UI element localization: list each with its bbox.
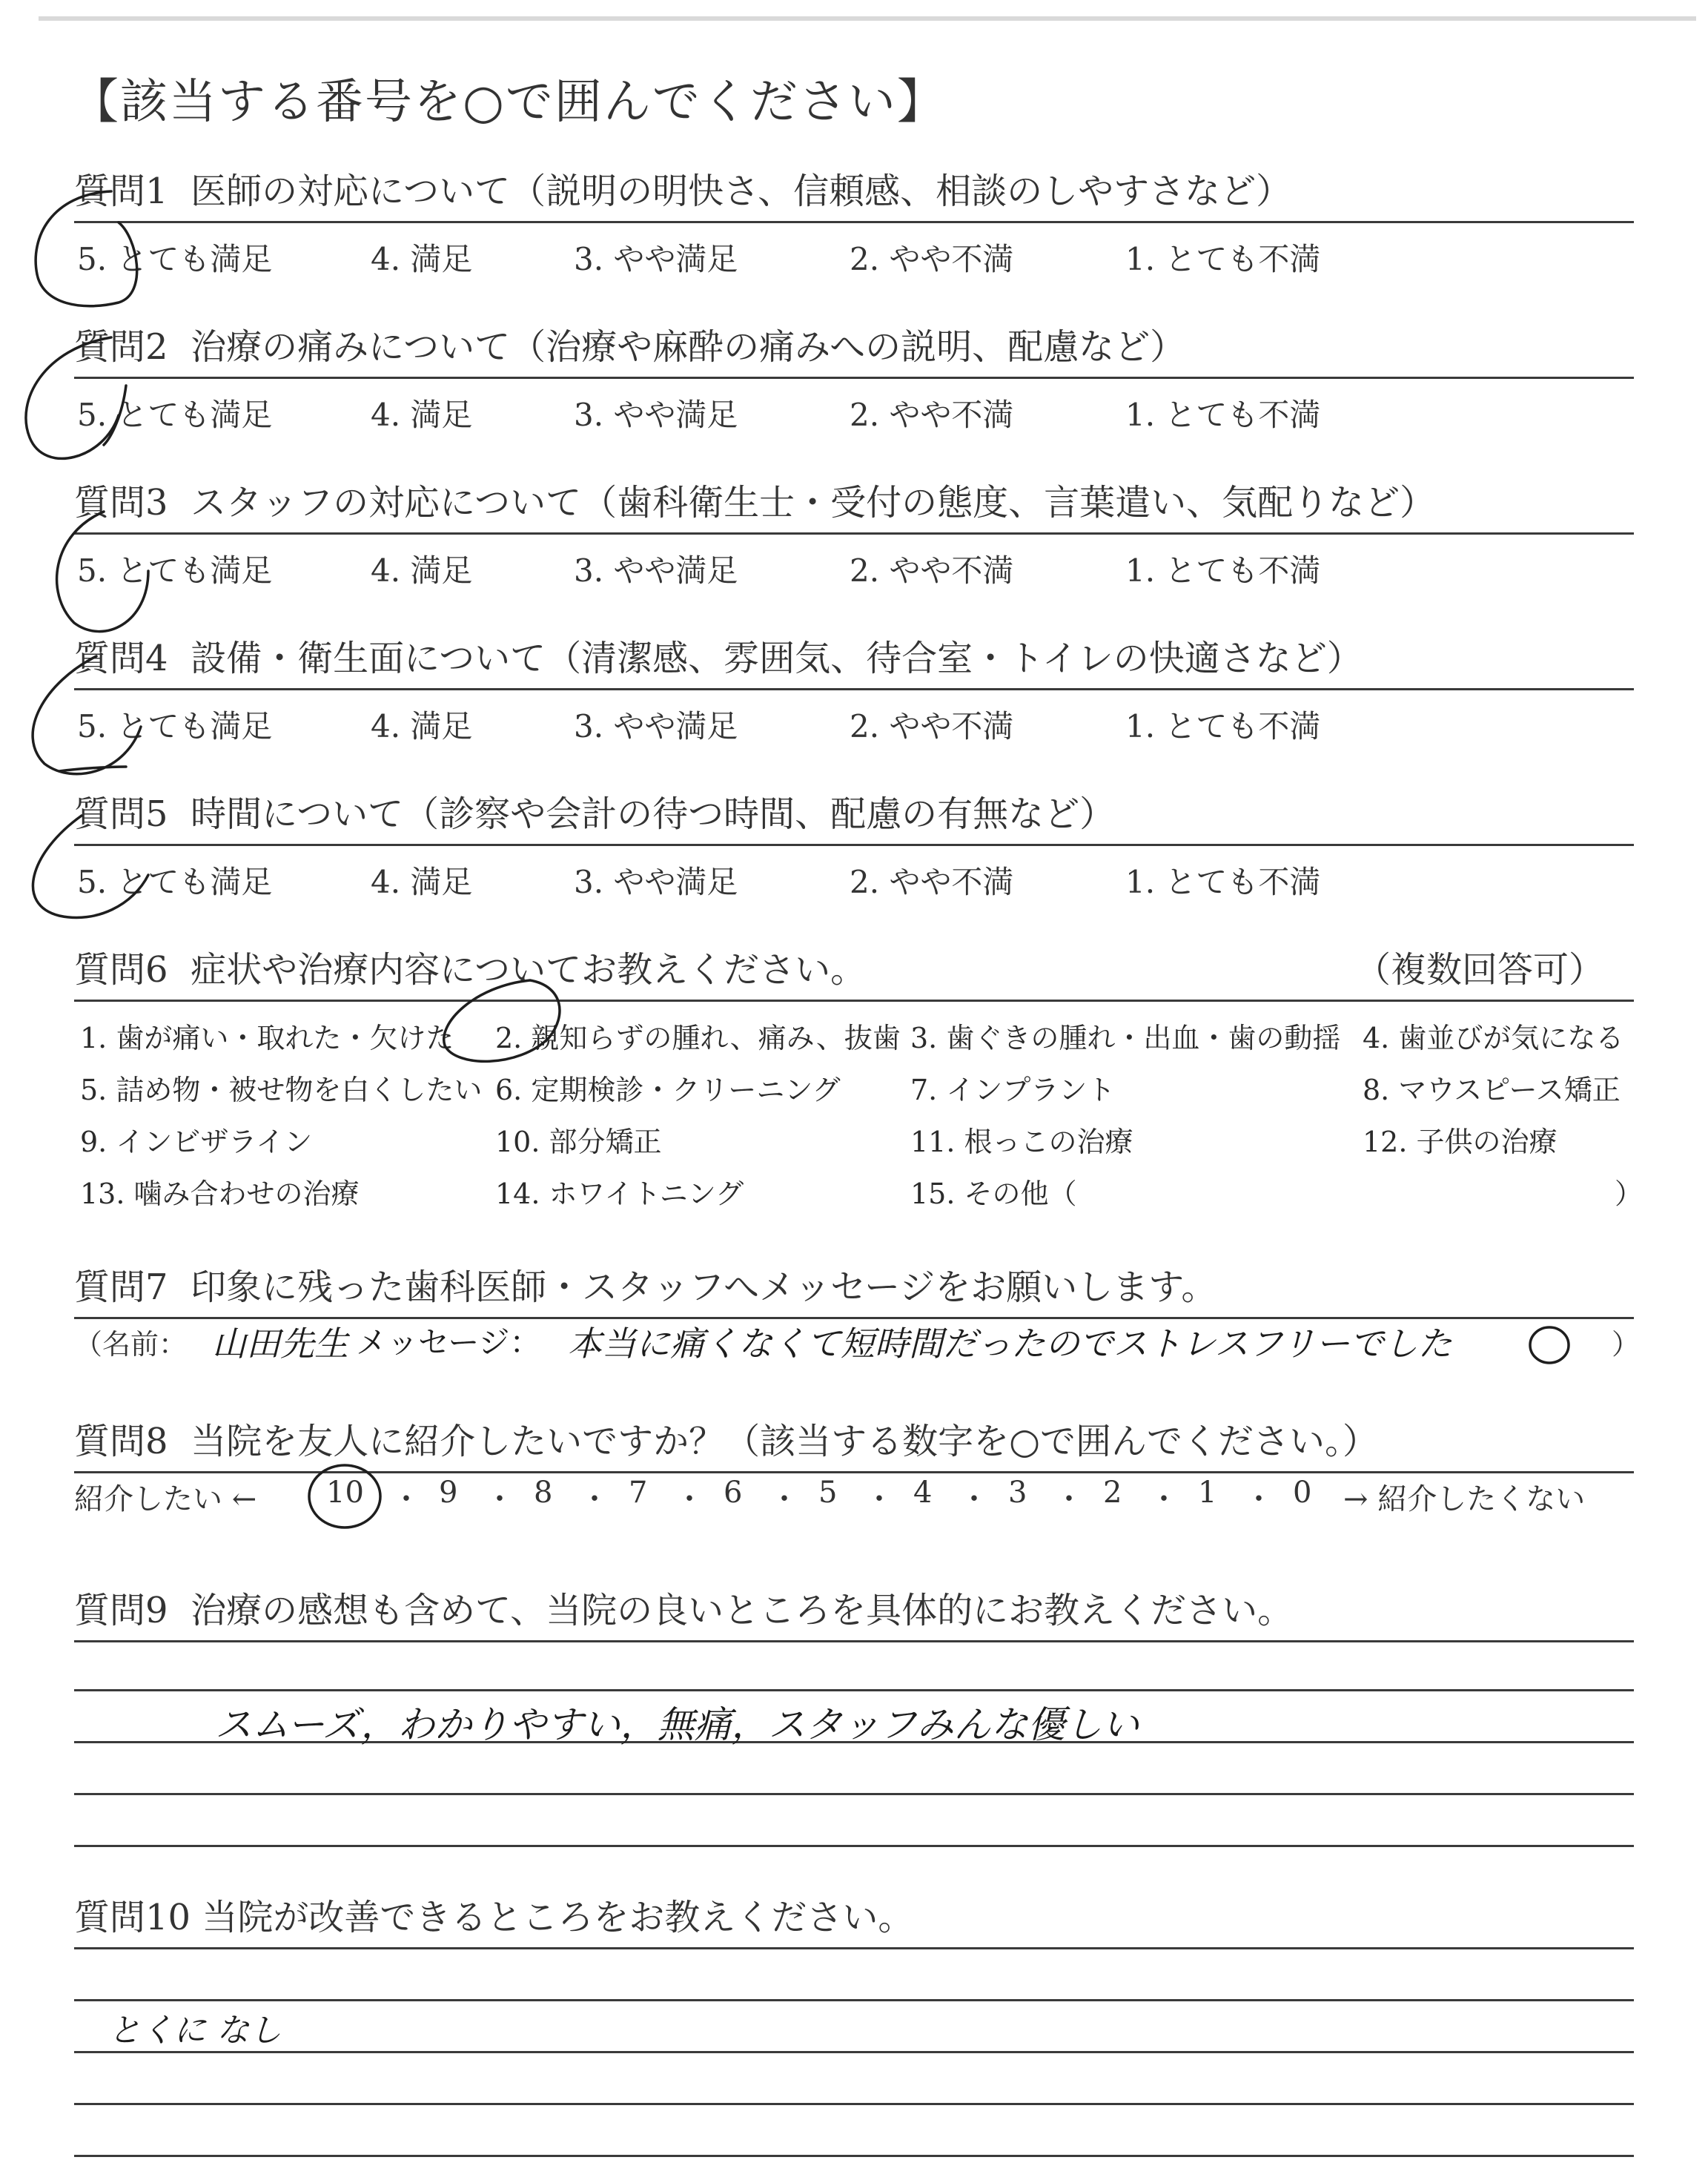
question-text: 時間について（診察や会計の待つ時間、配慮の有無など） [191,793,1116,835]
scale-separator: ・ [769,1482,799,1516]
rating-option-3[interactable]: 3. やや満足 [574,708,738,744]
question-text: 症状や治療内容についてお教えください。 [191,949,867,991]
rating-option-1[interactable]: 1. とても不満 [1125,552,1321,589]
question-label: 質問8 [74,1421,168,1462]
scale-left-label: 紹介したい ← [74,1482,257,1516]
improvement-answer[interactable]: とくに なし [108,2012,282,2050]
question-label: 質問1 [74,171,168,212]
scale-value-4[interactable]: 4 [913,1476,933,1510]
rating-option-4[interactable]: 4. 満足 [371,552,473,589]
scale-separator: ・ [864,1482,894,1516]
symptom-option[interactable]: 8. マウスピース矯正 [1363,1074,1621,1106]
question-text: 当院を友人に紹介したいですか？（該当する数字を○で囲んでください。） [191,1421,1378,1462]
symptom-option[interactable]: 2. 親知らずの腫れ、痛み、抜歯 [495,1022,901,1054]
rating-option-2[interactable]: 2. やや不満 [850,241,1014,277]
symptom-option[interactable]: 1. 歯が痛い・取れた・欠けた [80,1022,454,1054]
symptom-option[interactable]: 6. 定期検診・クリーニング [495,1074,841,1106]
symptom-option[interactable]: 13. 噛み合わせの治療 [80,1178,360,1210]
scale-separator: ・ [959,1482,989,1516]
question-text: 設備・衛生面について（清潔感、雰囲気、待合室・トイレの快適さなど） [191,638,1363,679]
rating-option-2[interactable]: 2. やや不満 [850,552,1014,589]
rating-option-3[interactable]: 3. やや満足 [574,552,738,589]
ink-circle-q4 [33,656,141,774]
rating-option-2[interactable]: 2. やや不満 [850,708,1014,744]
scale-separator: ・ [391,1482,421,1516]
rating-option-1[interactable]: 1. とても不満 [1125,397,1321,433]
question-label: 質問9 [74,1590,168,1631]
question-text: 治療の感想も含めて、当院の良いところを具体的にお教えください。 [191,1590,1294,1631]
scale-value-1[interactable]: 1 [1198,1476,1217,1510]
symptom-option[interactable]: 3. 歯ぐきの腫れ・出血・歯の動揺 [910,1022,1341,1054]
question-text: 治療の痛みについて（治療や麻酔の痛みへの説明、配慮など） [191,326,1186,368]
rating-option-1[interactable]: 1. とても不満 [1125,708,1321,744]
symptom-option[interactable]: 7. インプラント [910,1074,1116,1106]
symptom-option[interactable]: 11. 根っこの治療 [910,1126,1133,1158]
rating-option-5[interactable]: 5. とても満足 [77,708,273,744]
question-label: 質問7 [74,1266,168,1308]
other-close-paren: ） [1615,1178,1644,1210]
symptom-option[interactable]: 9. インビザライン [80,1126,313,1158]
rating-option-4[interactable]: 4. 満足 [371,708,473,744]
question-label: 質問4 [74,638,168,679]
question-text: スタッフの対応について（歯科衛生士・受付の態度、言葉遣い、気配りなど） [191,482,1436,524]
ink-circle-q1 [36,191,137,306]
rating-option-2[interactable]: 2. やや不満 [850,864,1014,900]
scale-separator: ・ [675,1482,704,1516]
rating-option-5[interactable]: 5. とても満足 [77,397,273,433]
scale-separator: ・ [1149,1482,1179,1516]
message-label: メッセージ： [356,1324,541,1361]
symptom-option[interactable]: 15. その他（ [910,1178,1077,1210]
ink-circle-q8 [309,1465,380,1527]
rating-option-4[interactable]: 4. 満足 [371,241,473,277]
scale-value-9[interactable]: 9 [439,1476,458,1510]
rating-option-3[interactable]: 3. やや満足 [574,241,738,277]
symptom-option[interactable]: 5. 詰め物・被せ物を白くしたい [80,1074,483,1106]
rating-option-5[interactable]: 5. とても満足 [77,552,273,589]
scale-separator: ・ [580,1482,609,1516]
ink-circle-q5 [33,816,148,918]
smile-icon [1530,1327,1569,1363]
scale-separator: ・ [485,1482,514,1516]
scale-value-6[interactable]: 6 [724,1476,743,1510]
ink-circle-q3 [57,512,148,632]
question-label: 質問5 [74,793,168,835]
question-label: 質問6 [74,949,168,991]
question-label: 質問2 [74,326,168,368]
scale-value-8[interactable]: 8 [534,1476,553,1510]
rating-option-1[interactable]: 1. とても不満 [1125,864,1321,900]
scale-right-label: → 紹介したくない [1343,1482,1586,1516]
page-title: 【該当する番号を○で囲んでください】 [71,75,946,130]
scale-value-7[interactable]: 7 [629,1476,648,1510]
scale-value-10[interactable]: 10 [326,1476,364,1510]
name-field[interactable]: 山田先生 [212,1324,348,1364]
rating-option-3[interactable]: 3. やや満足 [574,397,738,433]
symptom-option[interactable]: 4. 歯並びが気になる [1363,1022,1624,1054]
rating-option-4[interactable]: 4. 満足 [371,397,473,433]
good-points-answer[interactable]: スムーズ，わかりやすい，無痛，スタッフみんな優しい [215,1703,1139,1746]
scale-value-2[interactable]: 2 [1103,1476,1122,1510]
question-text: 印象に残った歯科医師・スタッフへメッセージをお願いします。 [191,1266,1217,1308]
scale-value-0[interactable]: 0 [1293,1476,1312,1510]
ink-circle-q6 [444,980,560,1061]
rating-option-3[interactable]: 3. やや満足 [574,864,738,900]
rating-option-5[interactable]: 5. とても満足 [77,241,273,277]
symptom-option[interactable]: 12. 子供の治療 [1363,1126,1558,1158]
question-label: 質問10 [74,1897,191,1938]
question-text: 当院が改善できるところをお教えください。 [202,1897,914,1938]
rating-option-2[interactable]: 2. やや不満 [850,397,1014,433]
multiple-answers-note: （複数回答可） [1354,949,1604,991]
message-close-paren: ） [1612,1328,1641,1361]
scale-separator: ・ [1054,1482,1084,1516]
rating-option-4[interactable]: 4. 満足 [371,864,473,900]
scale-value-5[interactable]: 5 [818,1476,838,1510]
scale-separator: ・ [1244,1482,1274,1516]
question-label: 質問3 [74,482,168,524]
rating-option-5[interactable]: 5. とても満足 [77,864,273,900]
symptom-option[interactable]: 14. ホワイトニング [495,1178,744,1210]
name-label: （名前： [74,1328,188,1361]
question-text: 医師の対応について（説明の明快さ、信頼感、相談のしやすさなど） [191,171,1292,212]
symptom-option[interactable]: 10. 部分矯正 [495,1126,662,1158]
scale-value-3[interactable]: 3 [1008,1476,1027,1510]
message-field[interactable]: 本当に痛くなくて短時間だったのでストレスフリーでした [568,1324,1452,1364]
rating-option-1[interactable]: 1. とても不満 [1125,241,1321,277]
ink-circle-q2 [26,337,126,458]
